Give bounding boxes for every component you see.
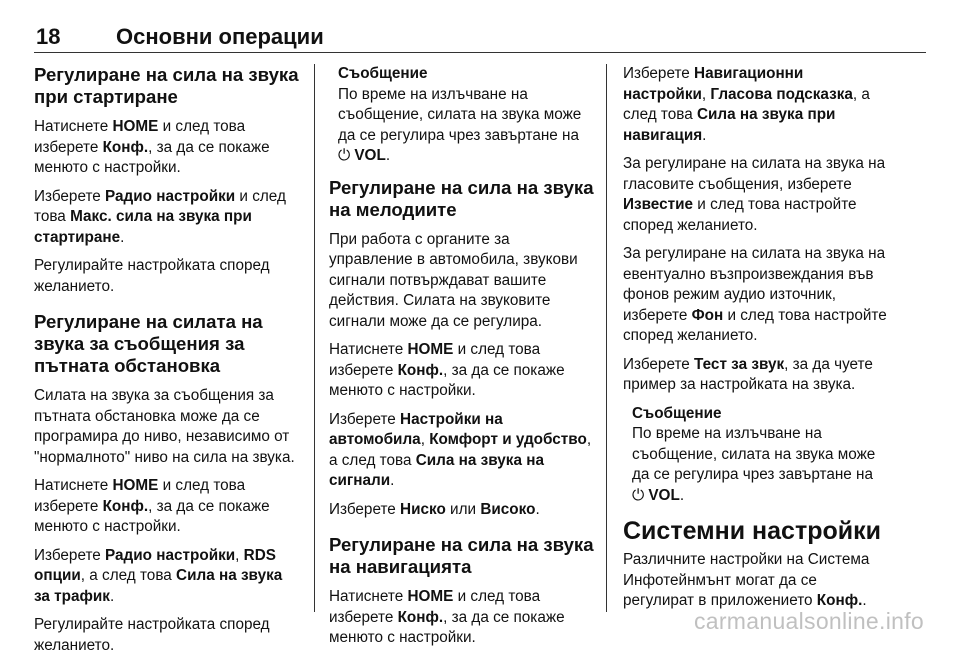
column-2 xyxy=(329,64,594,657)
column-divider-1 xyxy=(314,64,315,612)
paragraph: Изберете Ниско или Високо. xyxy=(329,500,540,518)
page-title: Основни операции xyxy=(116,24,324,49)
note-text: По време на излъчване на съобщение, силата на звука може да се регулира чрез завъртане на ⏻ VOL. xyxy=(632,425,876,504)
power-icon: ⏻ xyxy=(632,486,645,504)
paragraph: Регулирайте настройката според желанието. xyxy=(34,616,270,654)
power-icon: ⏻ xyxy=(338,147,351,164)
section-title-startup-volume: Регулиране на сила на звука при стартиране xyxy=(34,64,299,107)
paragraph: За регулиране на силата на звука на гласовите съобщения, изберете Известие и след това настройте според желанието. xyxy=(623,155,886,234)
section-title-system-settings: Системни настройки xyxy=(623,517,881,545)
paragraph: Изберете Тест за звук, за да чуете пример за настройката на звука. xyxy=(623,355,873,393)
column-3 xyxy=(623,64,888,620)
paragraph: Регулирайте настройката според желанието. xyxy=(34,257,270,295)
paragraph: Натиснете HOME и след това изберете Конф., за да се покаже менюто с настройки. xyxy=(34,477,270,535)
paragraph: Силата на звука за съобщения за пътната обстановка може да се програмира до ниво, независимо от "нормалното" ниво на сила на звука. xyxy=(34,387,295,466)
note-box xyxy=(329,64,594,167)
note-box xyxy=(623,404,888,507)
page-number: 18 xyxy=(36,24,61,49)
paragraph: Изберете Настройки на автомобила, Комфорт и удобство, а след това Сила на звука на сигнали. xyxy=(329,410,592,489)
column-divider-2 xyxy=(606,64,607,612)
paragraph: Различните настройки на Система Инфотейнмънт могат да се регулират в приложението Конф.. xyxy=(623,551,870,609)
note-text: По време на излъчване на съобщение, силата на звука може да се регулира чрез завъртане на ⏻ VOL. xyxy=(338,85,582,164)
paragraph: Изберете Навигационни настройки, Гласова подсказка, а след това Сила на звука при навигация. xyxy=(623,65,870,144)
paragraph: При работа с органите за управление в автомобила, звукови сигнали потвърждават вашите действия. Силата на звуковите сигнали може да се регулира. xyxy=(329,230,578,330)
column-1 xyxy=(34,64,299,664)
page-header xyxy=(34,20,926,54)
paragraph: Натиснете HOME и след това изберете Конф., за да се покаже менюто с настройки. xyxy=(329,588,565,646)
note-title: Съобщение xyxy=(338,65,428,82)
section-title-navigation-volume: Регулиране на сила на звука на навигацията xyxy=(329,534,594,577)
section-title-traffic-volume: Регулиране на силата на звука за съобщения за пътната обстановка xyxy=(34,311,263,376)
paragraph: За регулиране на силата на звука на евентуално възпроизвеждания във фонов режим аудио източник, изберете Фон и след това настройте според желанието. xyxy=(623,245,887,344)
section-title-chime-volume: Регулиране на сила на звука на мелодиите xyxy=(329,176,594,220)
paragraph: Изберете Радио настройки и след това Макс. сила на звука при стартиране. xyxy=(34,187,286,246)
watermark: carmanualsonline.info xyxy=(693,608,924,634)
note-title: Съобщение xyxy=(632,404,722,422)
paragraph: Натиснете HOME и след това изберете Конф., за да се покаже менюто с настройки. xyxy=(34,118,270,176)
paragraph: Изберете Радио настройки, RDS опции, а след това Сила на звука за трафик. xyxy=(34,546,283,605)
paragraph: Натиснете HOME и след това изберете Конф., за да се покаже менюто с настройки. xyxy=(329,341,565,399)
header-divider xyxy=(34,52,926,53)
